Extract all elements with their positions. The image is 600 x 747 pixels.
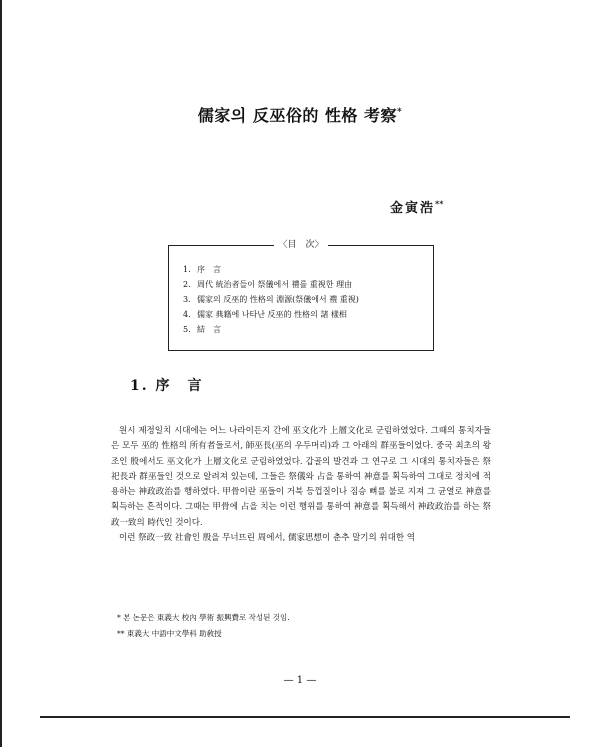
- author-footnote-mark: **: [435, 198, 444, 209]
- body-paragraph: 이런 祭政一致 社會인 殷을 무너뜨린 周에서, 儒家思想이 춘추 말기의 위대한 역: [119, 533, 415, 544]
- toc-item: 5. 結 言: [183, 325, 221, 334]
- toc-item: 3. 儒家의 反巫的 性格의 淵源(祭儀에서 禮 重視): [183, 295, 359, 304]
- toc-item: 4. 儒家 典籍에 나타난 反巫的 性格의 諸 樣相: [183, 310, 347, 319]
- page-bottom-rule: [40, 716, 570, 718]
- body-paragraph: 원시 제정일치 시대에는 어느 나라이든지 간에 巫文化가 上層文化로 군림하였었다. 그때의 통치자들은 모두 巫的 性格의 所有者들로서, 師巫長(巫의 우두머리)과 그 아래의 群巫들이었다. 중국 최초의 왕조인 殷에서도 巫文化가 上層文化로 군림하였었다. 갑골의 발견과 그 연구로 그 시대의 통치자들은 祭祀長과 群巫들인 것으로 알려져 있는데, 그들은 祭儀와 占을 통하여 神意를 획득하여 그대로 정치에 적용하는 神政政治를 행하였다. 甲骨이란 巫들이 거북 등껍질이나 짐승 뼈를 불로 지져 그 균열로 神意를 획득하는 흔적이다. 그때는 甲骨에 占을 치는 이런 행위를 통하여 神意를 획득해서 神政政治를 하는 祭政一致의 時代인 것이다.: [111, 426, 491, 528]
- author-name: [390, 197, 443, 216]
- body-text: [111, 424, 491, 546]
- paper-title: [0, 103, 600, 126]
- toc-item: 2. 周代 統治者들이 祭儀에서 禮를 重視한 理由: [183, 280, 353, 289]
- toc-list: [183, 262, 423, 337]
- author-name-text: 金寅浩: [390, 201, 436, 216]
- table-of-contents: [168, 240, 434, 351]
- paper-title-text: 儒家의 反巫俗的 性格 考察: [197, 106, 397, 125]
- footnote: * 본 논문은 東義大 校內 學術 振興費로 작성된 것임.: [117, 613, 290, 622]
- footnotes: [117, 610, 290, 642]
- page-number: — 1 —: [283, 675, 317, 686]
- footnote: ** 東義大 中語中文學科 助敎授: [117, 629, 222, 638]
- section-heading: 1. 序 言: [130, 378, 204, 394]
- toc-title: 〈目 次〉: [169, 238, 433, 252]
- title-footnote-mark: *: [396, 107, 403, 118]
- toc-item: 1. 序 言: [183, 265, 221, 274]
